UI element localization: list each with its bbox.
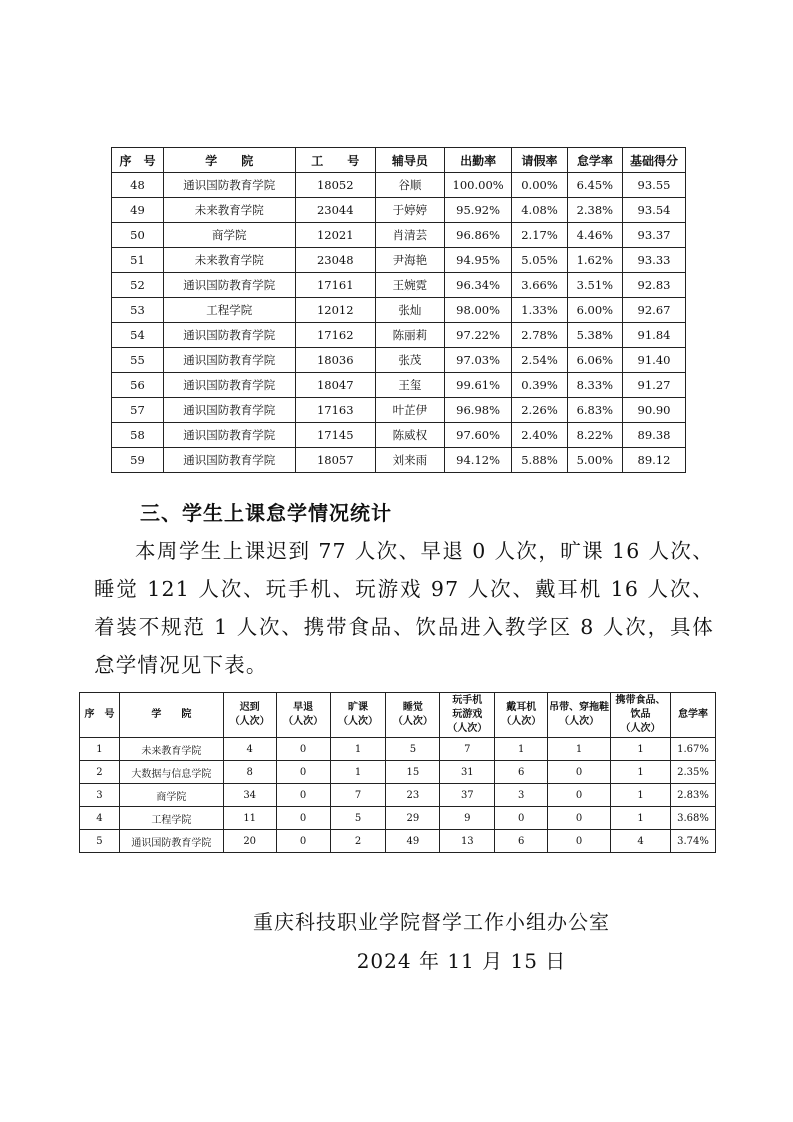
table-cell: 3.66% [512,273,567,298]
student-absence-table [79,692,716,853]
table-cell: 57 [112,398,164,423]
column-header-line: 饮品 [630,709,651,720]
table-cell: 2.83% [670,784,715,807]
table-cell: 0 [548,784,611,807]
table-cell: 31 [440,761,495,784]
table-cell: 7 [330,784,386,807]
column-header [386,693,440,738]
table-cell: 1.33% [512,298,567,323]
table-cell: 96.98% [444,398,511,423]
table-cell: 12012 [295,298,375,323]
table-cell: 97.03% [444,348,511,373]
table-cell: 通识国防教育学院 [164,273,296,298]
table-cell: 1 [548,738,611,761]
table-cell: 2.17% [512,223,567,248]
table-cell: 5.88% [512,448,567,473]
table-cell: 23044 [295,198,375,223]
table-cell: 18047 [295,373,375,398]
signature-date: 2024 年 11 月 15 日 [356,949,567,973]
table-cell: 0 [548,807,611,830]
table-cell: 52 [112,273,164,298]
table-cell: 谷顺 [375,173,444,198]
table-cell: 49 [386,830,440,853]
table-cell: 2.40% [512,423,567,448]
table-cell: 51 [112,248,164,273]
table-cell: 89.12 [623,448,686,473]
table-cell: 2.78% [512,323,567,348]
column-header [223,693,276,738]
table-cell: 2 [80,761,120,784]
table-cell: 未来教育学院 [164,248,296,273]
column-header: 学 院 [164,148,296,173]
column-header-line: 怠学率 [677,709,708,720]
table-row [80,807,716,830]
table-cell: 5.00% [567,448,622,473]
table-cell: 陈威权 [375,423,444,448]
column-header: 请假率 [512,148,567,173]
table-cell: 12021 [295,223,375,248]
table-row [112,448,686,473]
table-cell: 97.22% [444,323,511,348]
column-header [611,693,671,738]
table-cell: 48 [112,173,164,198]
table-cell: 4 [223,738,276,761]
column-header-line: 序 号 [84,709,115,720]
table-cell: 13 [440,830,495,853]
table-cell: 1 [611,761,671,784]
table-cell: 56 [112,373,164,398]
table-cell: 5 [80,830,120,853]
table-row [80,761,716,784]
table-cell: 7 [440,738,495,761]
column-header: 出勤率 [444,148,511,173]
table-cell: 50 [112,223,164,248]
table-cell: 3.68% [670,807,715,830]
table-cell: 93.54 [623,198,686,223]
column-header-line: （人次） [447,723,488,734]
column-header [276,693,330,738]
column-header [119,693,223,738]
table-cell: 89.38 [623,423,686,448]
table-cell: 29 [386,807,440,830]
column-header-line: （人次） [229,716,270,727]
table-cell: 2.35% [670,761,715,784]
table-cell: 通识国防教育学院 [119,830,223,853]
table-cell: 2.26% [512,398,567,423]
table-cell: 5.38% [567,323,622,348]
table-cell: 18036 [295,348,375,373]
table-row [112,423,686,448]
table-cell: 张灿 [375,298,444,323]
table-cell: 91.27 [623,373,686,398]
column-header [330,693,386,738]
table-row [112,173,686,198]
table-cell: 4 [80,807,120,830]
table-cell: 6.45% [567,173,622,198]
table-cell: 8.22% [567,423,622,448]
table-cell: 34 [223,784,276,807]
table-cell: 0.39% [512,373,567,398]
table-cell: 0 [276,784,330,807]
table-cell: 6.00% [567,298,622,323]
table-cell: 0 [495,807,548,830]
column-header [495,693,548,738]
table-cell: 4 [611,830,671,853]
table-cell: 张茂 [375,348,444,373]
table-cell: 9 [440,807,495,830]
column-header: 辅导员 [375,148,444,173]
table-cell: 96.34% [444,273,511,298]
table-row [80,830,716,853]
column-header-line: 携带食品、 [615,695,666,706]
table-cell: 100.00% [444,173,511,198]
column-header-line: 吊带、穿拖鞋 [549,702,610,713]
table-cell: 未来教育学院 [119,738,223,761]
table-cell: 1 [611,784,671,807]
table-cell: 王玺 [375,373,444,398]
table-cell: 0.00% [512,173,567,198]
counselor-score-table [111,147,686,473]
table-cell: 4.08% [512,198,567,223]
table-cell: 通识国防教育学院 [164,348,296,373]
table-row [112,298,686,323]
column-header-line: （人次） [620,723,661,734]
table-cell: 8.33% [567,373,622,398]
table-cell: 1 [611,738,671,761]
table-cell: 94.12% [444,448,511,473]
table-cell: 1 [611,807,671,830]
table-cell: 2 [330,830,386,853]
column-header-line: （人次） [392,716,433,727]
table-cell: 1 [330,761,386,784]
table-header-row [80,693,716,738]
table-cell: 6.06% [567,348,622,373]
table-cell: 陈丽莉 [375,323,444,348]
table-row [112,398,686,423]
column-header-line: 睡觉 [402,702,423,713]
table-cell: 大数据与信息学院 [119,761,223,784]
table-cell: 53 [112,298,164,323]
column-header-line: 迟到 [239,702,260,713]
table-cell: 3.51% [567,273,622,298]
table-cell: 肖清芸 [375,223,444,248]
column-header-line: 玩游戏 [452,709,483,720]
table-cell: 1 [495,738,548,761]
table-cell: 0 [548,761,611,784]
table-cell: 15 [386,761,440,784]
table-cell: 于婷婷 [375,198,444,223]
table-cell: 1 [80,738,120,761]
table-cell: 93.55 [623,173,686,198]
table-cell: 2.54% [512,348,567,373]
table-cell: 5 [330,807,386,830]
table-cell: 工程学院 [164,298,296,323]
column-header [670,693,715,738]
column-header-line: （人次） [283,716,324,727]
table-row [112,223,686,248]
table-cell: 王婉霓 [375,273,444,298]
table-cell: 6 [495,761,548,784]
table-row [112,373,686,398]
table-cell: 17162 [295,323,375,348]
table-cell: 98.00% [444,298,511,323]
column-header-line: （人次） [559,716,600,727]
table-cell: 通识国防教育学院 [164,373,296,398]
table-cell: 1 [330,738,386,761]
table-cell: 93.33 [623,248,686,273]
table-cell: 0 [276,738,330,761]
table-row [112,273,686,298]
table-cell: 尹海艳 [375,248,444,273]
column-header-line: 戴耳机 [506,702,537,713]
table-cell: 17161 [295,273,375,298]
table-cell: 54 [112,323,164,348]
table-cell: 94.95% [444,248,511,273]
table-cell: 通识国防教育学院 [164,398,296,423]
table-cell: 8 [223,761,276,784]
table-cell: 商学院 [164,223,296,248]
table-cell: 6 [495,830,548,853]
section-paragraph: 本周学生上课迟到 77 人次、早退 0 人次，旷课 16 人次、睡觉 121 人次、玩手机、玩游戏 97 人次、戴耳机 16 人次、着装不规范 1 人次、携带食品、饮品进入教学区 8 人次，具体怠学情况见下表。 [94,539,714,677]
section-heading: 三、学生上课怠学情况统计 [140,501,392,525]
table-cell: 37 [440,784,495,807]
table-cell: 1.67% [670,738,715,761]
column-header: 工 号 [295,148,375,173]
table-cell: 3 [80,784,120,807]
table-cell: 0 [276,807,330,830]
column-header: 序 号 [112,148,164,173]
table-cell: 6.83% [567,398,622,423]
table-cell: 17163 [295,398,375,423]
column-header: 基础得分 [623,148,686,173]
table-cell: 通识国防教育学院 [164,323,296,348]
table-cell: 3.74% [670,830,715,853]
table-cell: 通识国防教育学院 [164,423,296,448]
table-cell: 5 [386,738,440,761]
table-cell: 叶芷伊 [375,398,444,423]
table-cell: 工程学院 [119,807,223,830]
table-cell: 刘来雨 [375,448,444,473]
signature-organization: 重庆科技职业学院督学工作小组办公室 [253,910,610,934]
column-header-line: 旷课 [348,702,368,713]
table-cell: 2.38% [567,198,622,223]
table-cell: 未来教育学院 [164,198,296,223]
table-row [112,198,686,223]
table-cell: 5.05% [512,248,567,273]
table-row [112,348,686,373]
table-cell: 96.86% [444,223,511,248]
table-cell: 95.92% [444,198,511,223]
table-cell: 11 [223,807,276,830]
table-cell: 49 [112,198,164,223]
table-cell: 97.60% [444,423,511,448]
table-cell: 59 [112,448,164,473]
table-cell: 99.61% [444,373,511,398]
column-header-line: 玩手机 [452,695,483,706]
table-cell: 23048 [295,248,375,273]
table-cell: 17145 [295,423,375,448]
table-cell: 55 [112,348,164,373]
table-cell: 92.83 [623,273,686,298]
table-row [112,248,686,273]
column-header [548,693,611,738]
column-header-line: 早退 [293,702,314,713]
table-cell: 91.40 [623,348,686,373]
table-cell: 0 [276,761,330,784]
table-cell: 92.67 [623,298,686,323]
table-cell: 91.84 [623,323,686,348]
table-row [80,784,716,807]
table-cell: 20 [223,830,276,853]
table-cell: 18052 [295,173,375,198]
table-header-row [112,148,686,173]
table-row [80,738,716,761]
table-cell: 93.37 [623,223,686,248]
table-cell: 4.46% [567,223,622,248]
table-cell: 0 [548,830,611,853]
table-row [112,323,686,348]
column-header-line: 学 院 [151,709,192,720]
table-cell: 18057 [295,448,375,473]
column-header-line: （人次） [338,716,378,727]
table-cell: 0 [276,830,330,853]
column-header [440,693,495,738]
table-cell: 3 [495,784,548,807]
table-cell: 通识国防教育学院 [164,448,296,473]
table-cell: 23 [386,784,440,807]
column-header-line: （人次） [501,716,542,727]
column-header [80,693,120,738]
table-cell: 1.62% [567,248,622,273]
table-cell: 通识国防教育学院 [164,173,296,198]
table-cell: 90.90 [623,398,686,423]
table-cell: 商学院 [119,784,223,807]
table-cell: 58 [112,423,164,448]
column-header: 怠学率 [567,148,622,173]
